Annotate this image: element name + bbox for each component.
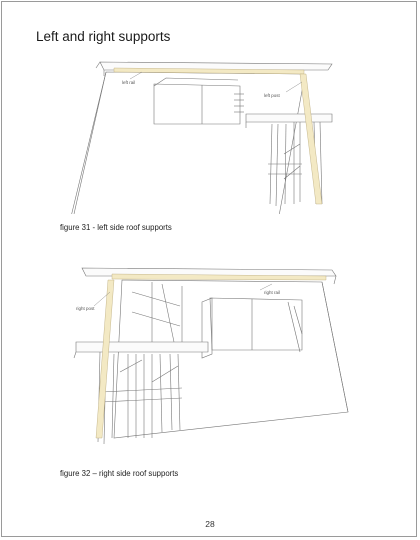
- right-post-highlight: [96, 280, 114, 438]
- figure-32-drawing: [2, 262, 418, 462]
- figure-32-illustration: [2, 262, 418, 462]
- left-post-highlight: [300, 74, 322, 204]
- callout-left-post: left post: [264, 93, 280, 98]
- document-page: [1, 1, 417, 537]
- figure-32-caption: figure 32 – right side roof supports: [60, 469, 179, 478]
- page-number: 28: [205, 519, 215, 529]
- figure-31-drawing: [2, 54, 418, 214]
- callout-right-post: right post: [76, 306, 95, 311]
- figure-31-illustration: [2, 54, 418, 214]
- figure-31-caption: figure 31 - left side roof supports: [60, 223, 172, 232]
- callout-right-rail: right rail: [264, 290, 281, 295]
- page-title: Left and right supports: [36, 29, 171, 44]
- callout-left-rail: left rail: [122, 80, 136, 85]
